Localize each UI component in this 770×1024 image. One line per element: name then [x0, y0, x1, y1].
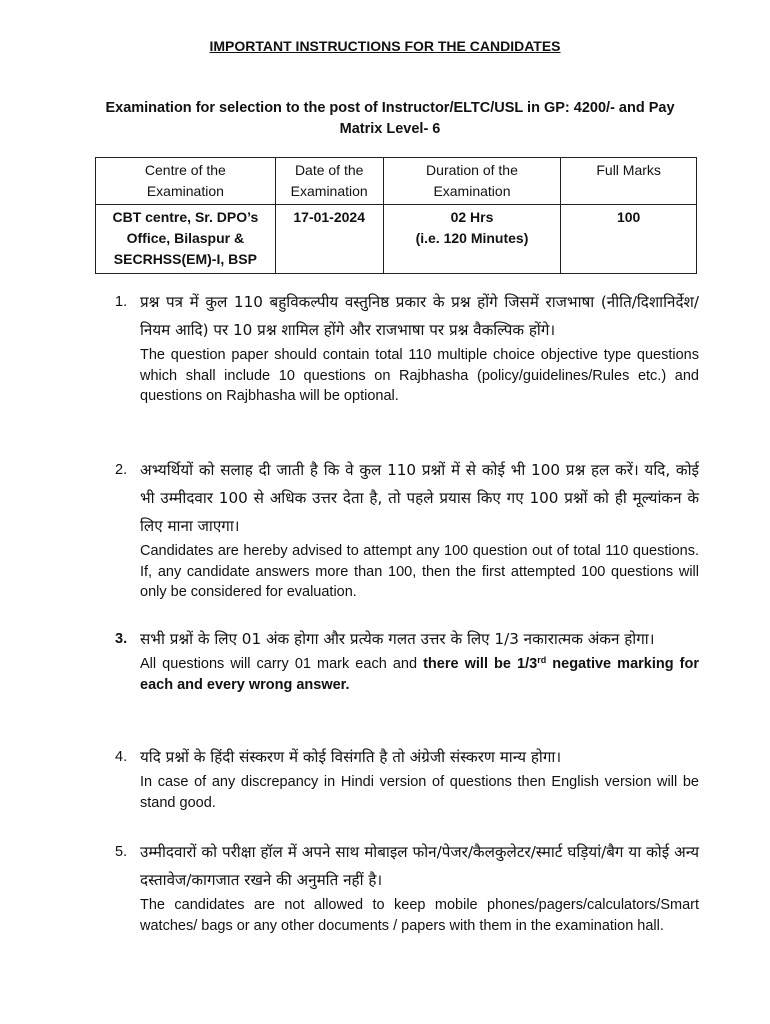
header-centre: Centre of the Examination	[96, 158, 276, 205]
item-hindi-text: अभ्यर्थियों को सलाह दी जाती है कि वे कुल 110 प्रश्नों में से कोई भी 100 प्रश्न हल करें। यदि, कोई भी उम्मीदवार 100 से अधिक उत्तर देता है, तो पहले प्रयास किए गए 100 प्रश्नों को ही मूल्यांकन के लिए माना जाएगा।	[140, 461, 699, 535]
item-english-text: Candidates are hereby advised to attempt any 100 question out of total 110 questions. If, any candidate answers more than 100, then the first attempted 100 questions will only be considered for evaluation.	[140, 543, 699, 600]
item-english-text: The candidates are not allowed to keep mobile phones/pagers/calculators/Smart watches/ bags or any other documents / papers with them in the examination hall.	[140, 897, 699, 934]
item-number: 3.	[115, 631, 128, 647]
item-hindi-text: सभी प्रश्नों के लिए 01 अंक होगा और प्रत्येक गलत उत्तर के लिए 1/3 नकारात्मक अंकन होगा।	[140, 630, 655, 648]
instruction-item-5	[115, 838, 699, 936]
header-duration: Duration of the Examination	[383, 158, 561, 205]
item-english-text: The question paper should contain total 110 multiple choice objective type questions which shall include 10 questions on Rajbhasha (policy/guidelines/Rules etc.) and questions on Rajbhasha will be optional.	[140, 347, 699, 404]
instruction-item-3	[115, 625, 699, 695]
cell-full-marks: 100	[561, 205, 697, 274]
item-number: 2.	[115, 462, 128, 478]
header-date: Date of the Examination	[275, 158, 383, 205]
cell-duration: 02 Hrs (i.e. 120 Minutes)	[383, 205, 561, 274]
exam-details-table	[95, 157, 697, 274]
instruction-item-2	[115, 456, 699, 603]
item-english-text: In case of any discrepancy in Hindi version of questions then English version will be stand good.	[140, 774, 699, 811]
item-number: 4.	[115, 749, 128, 765]
cell-centre: CBT centre, Sr. DPO’s Office, Bilaspur & SECRHSS(EM)-I, BSP	[96, 205, 276, 274]
instruction-item-4	[115, 743, 699, 813]
item-number: 5.	[115, 844, 128, 860]
item-english-text: All questions will carry 01 mark each and there will be 1/3rd negative marking for each and every wrong answer.	[140, 655, 699, 693]
item-hindi-text: उम्मीदवारों को परीक्षा हॉल में अपने साथ मोबाइल फोन/पेजर/कैलकुलेटर/स्मार्ट घड़ियां/बैग या कोई अन्य दस्तावेज/कागजात रखने की अनुमति नहीं है।	[140, 843, 699, 889]
header-full-marks: Full Marks	[561, 158, 697, 205]
item-hindi-text: यदि प्रश्नों के हिंदी संस्करण में कोई विसंगति है तो अंग्रेजी संस्करण मान्य होगा।	[140, 748, 562, 766]
exam-subtitle: Examination for selection to the post of Instructor/ELTC/USL in GP: 4200/- and Pay Matrix Level- 6	[105, 100, 675, 137]
instruction-item-1	[115, 288, 699, 407]
item-hindi-text: प्रश्न पत्र में कुल 110 बहुविकल्पीय वस्तुनिष्ठ प्रकार के प्रश्न होंगे जिसमें राजभाषा (नीति/दिशानिर्देश/नियम आदि) पर 10 प्रश्न शामिल होंगे और राजभाषा पर प्रश्न वैकल्पिक होंगे।	[140, 293, 699, 339]
item-number: 1.	[115, 294, 128, 310]
table-header-row	[96, 158, 697, 205]
table-row	[96, 205, 697, 274]
cell-date: 17-01-2024	[275, 205, 383, 274]
page-title: IMPORTANT INSTRUCTIONS FOR THE CANDIDATES	[209, 38, 561, 54]
